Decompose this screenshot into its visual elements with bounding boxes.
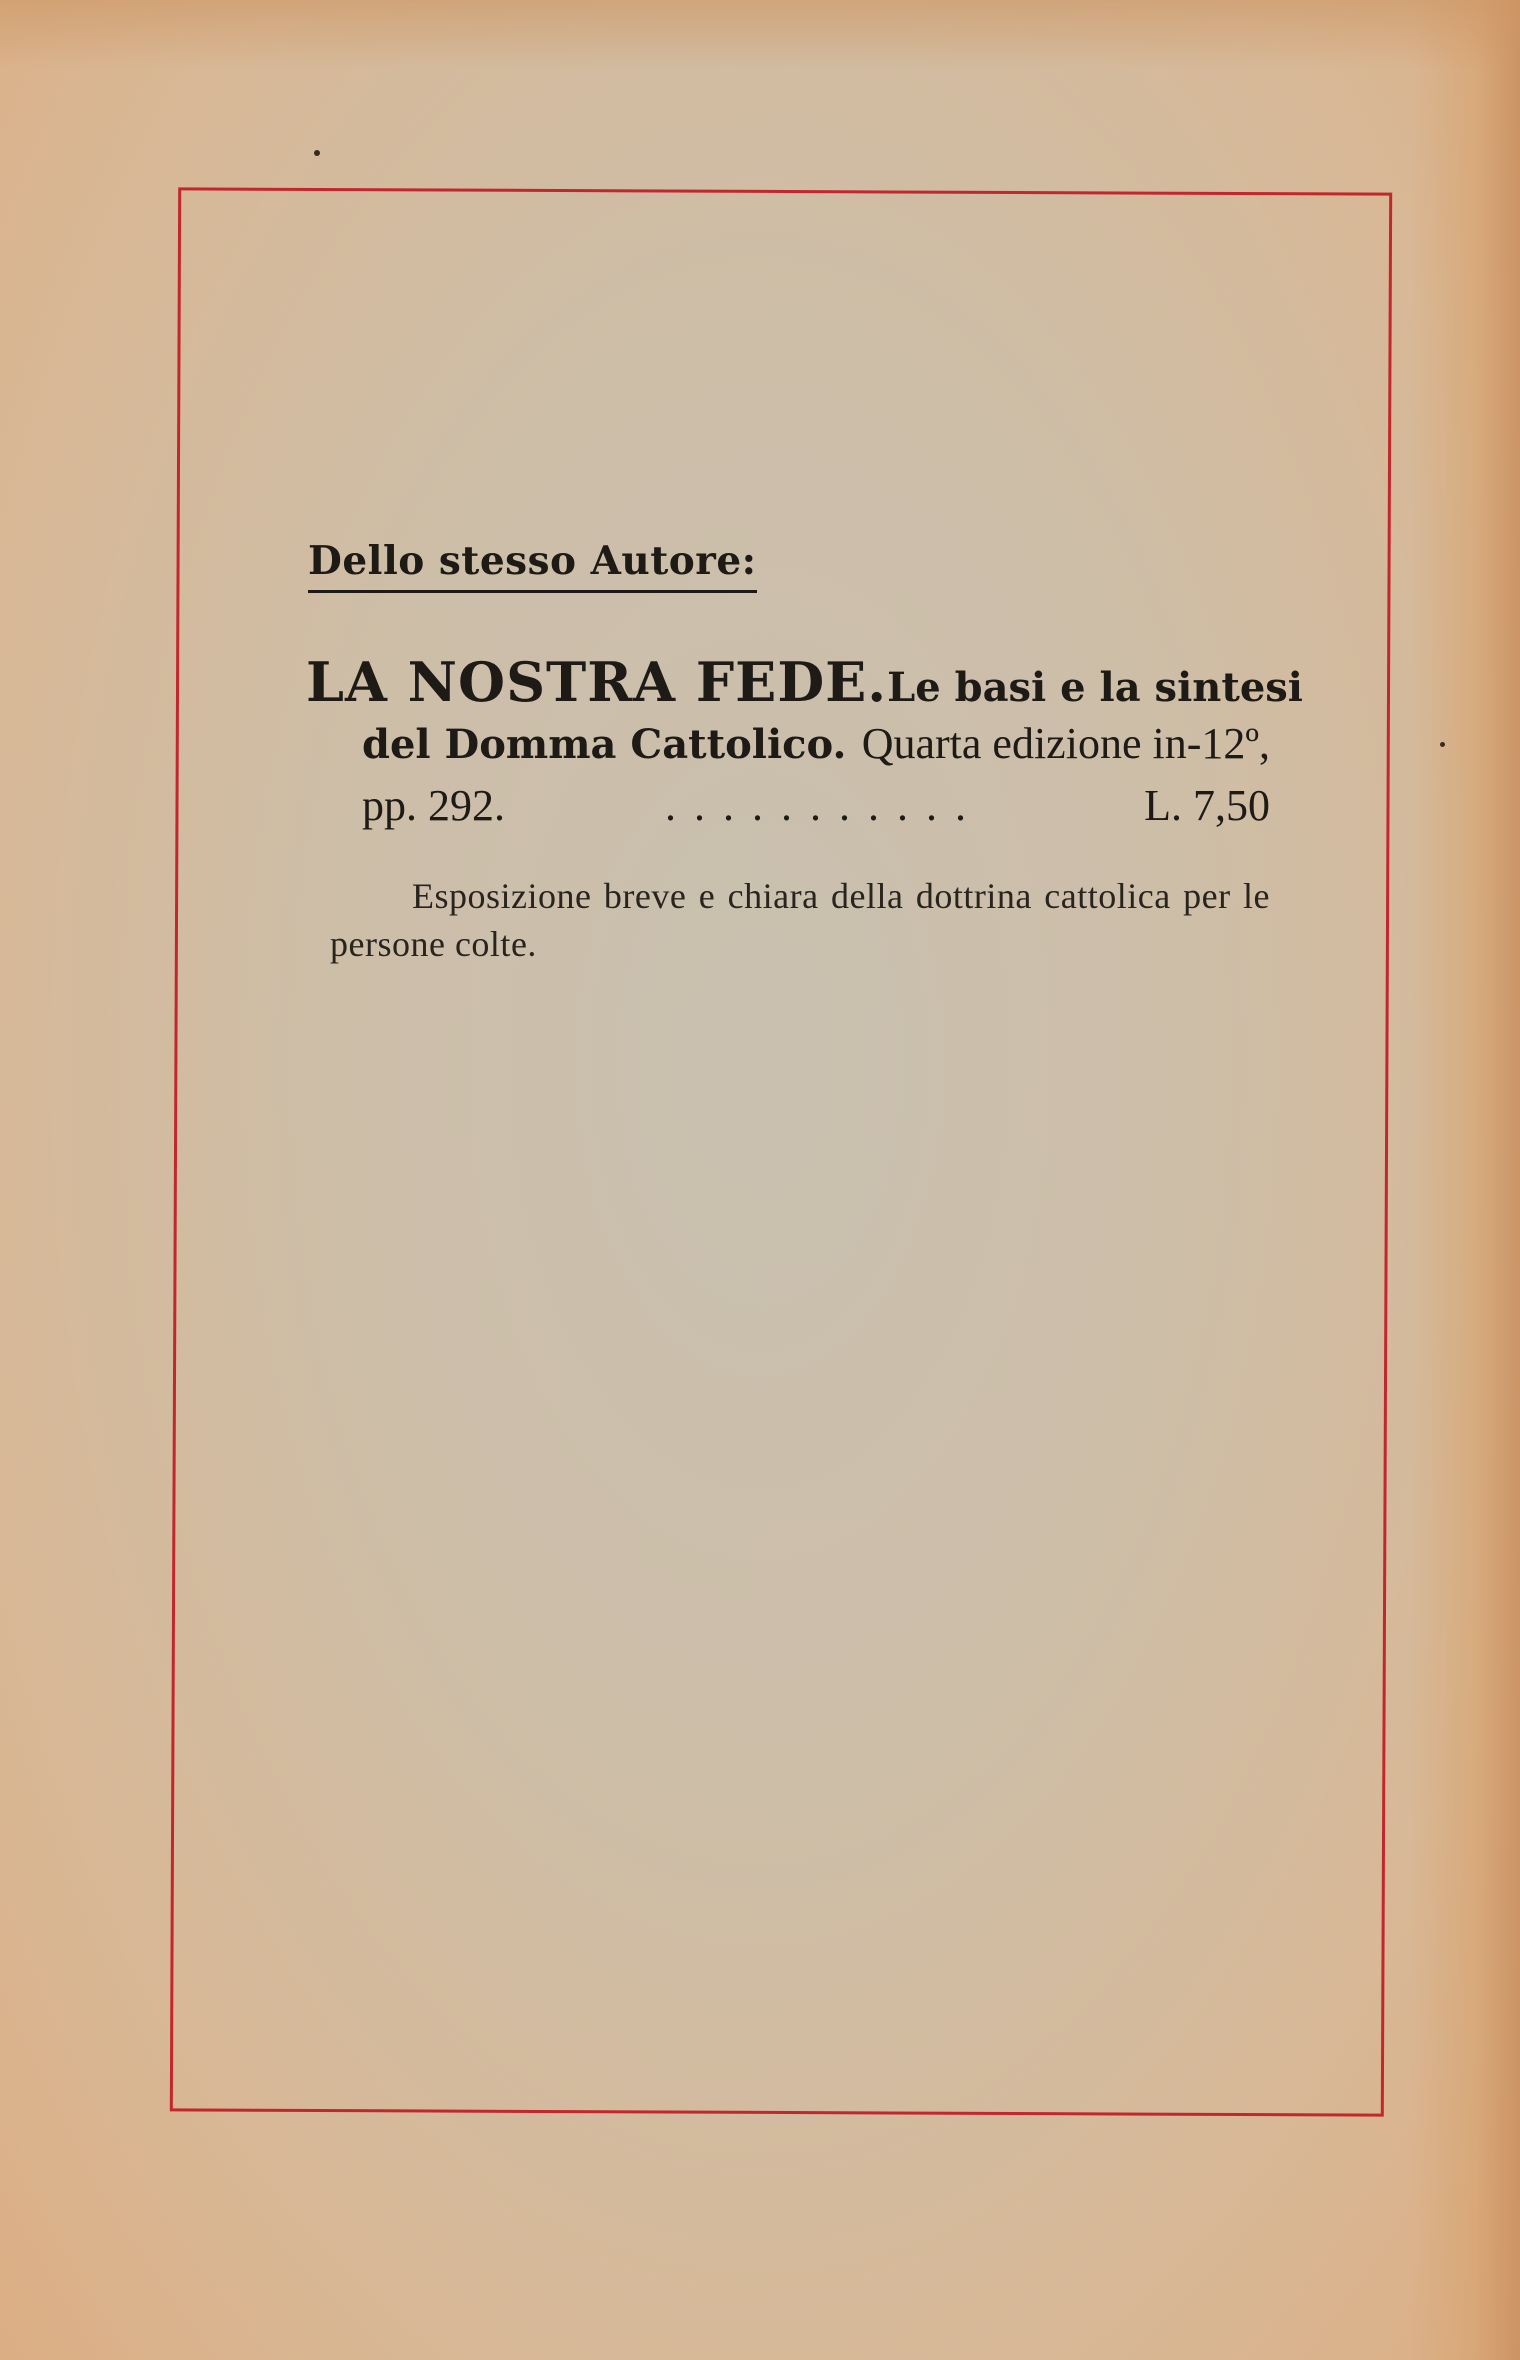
paper-stain-edge bbox=[1410, 0, 1520, 2360]
book-title: LA NOSTRA FEDE. bbox=[306, 650, 888, 714]
red-border-frame bbox=[170, 187, 1392, 2116]
dot-leader: ........... bbox=[665, 781, 985, 830]
book-subtitle-part2: del Domma Cattolico. bbox=[362, 721, 847, 768]
ink-speck bbox=[314, 150, 320, 156]
price: L. 7,50 bbox=[1144, 781, 1270, 830]
page-count: pp. 292. bbox=[362, 781, 505, 830]
edition-info: Quarta edizione in-12º, bbox=[861, 719, 1270, 768]
paper-stain-top bbox=[0, 0, 1520, 70]
section-heading: Dello stesso Autore: bbox=[308, 538, 757, 593]
book-subtitle-part1: Le basi e la sintesi bbox=[887, 664, 1303, 711]
entry-line-3 bbox=[362, 780, 1270, 831]
book-description: Esposizione breve e chiara della dottrina cattolica per le persone colte. bbox=[330, 876, 1270, 964]
ink-speck bbox=[1440, 742, 1445, 747]
entry-line-2 bbox=[362, 718, 1270, 769]
entry-line-1 bbox=[306, 650, 1303, 714]
